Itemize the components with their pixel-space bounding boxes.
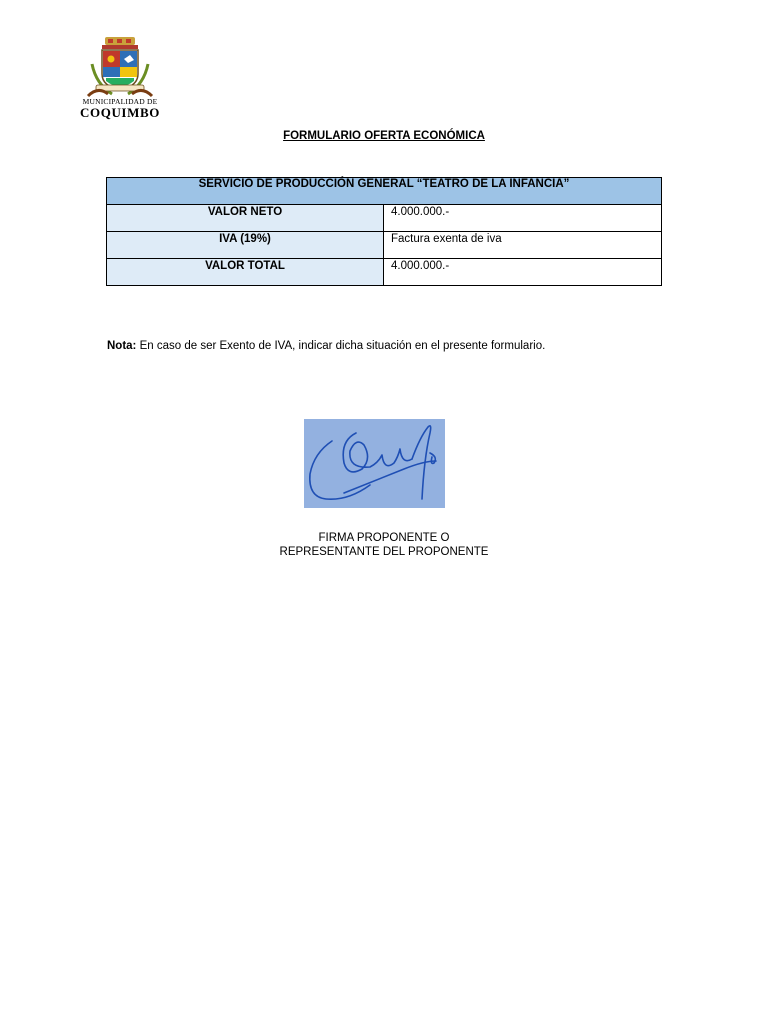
note-text: En caso de ser Exento de IVA, indicar dicha situación en el presente formulario. bbox=[136, 340, 546, 352]
table-row bbox=[107, 259, 662, 286]
row-label: VALOR NETO bbox=[107, 205, 384, 232]
offer-table bbox=[106, 177, 662, 286]
logo-small-text: MUNICIPALIDAD DE bbox=[82, 97, 158, 106]
signature-image bbox=[304, 419, 445, 508]
row-value: Factura exenta de iva bbox=[384, 232, 662, 259]
signature-caption-line1: FIRMA PROPONENTE O bbox=[318, 532, 450, 544]
table-header: SERVICIO DE PRODUCCIÓN GENERAL “TEATRO DE LA INFANCIA” bbox=[107, 178, 662, 205]
row-value: 4.000.000.- bbox=[384, 205, 662, 232]
row-value: 4.000.000.- bbox=[384, 259, 662, 286]
signature-caption bbox=[0, 531, 768, 559]
logo-caption bbox=[78, 98, 162, 119]
note bbox=[107, 340, 545, 352]
row-label: VALOR TOTAL bbox=[107, 259, 384, 286]
document-title: FORMULARIO OFERTA ECONÓMICA bbox=[283, 130, 485, 142]
signature-caption-line2: REPRESENTANTE DEL PROPONENTE bbox=[279, 546, 489, 558]
logo-big-text: COQUIMBO bbox=[80, 104, 160, 120]
table-row bbox=[107, 205, 662, 232]
note-label: Nota: bbox=[107, 340, 137, 352]
signature-icon bbox=[304, 419, 445, 508]
table-row bbox=[107, 232, 662, 259]
row-label: IVA (19%) bbox=[107, 232, 384, 259]
table-header-row bbox=[107, 178, 662, 205]
coat-of-arms-icon bbox=[78, 34, 162, 98]
